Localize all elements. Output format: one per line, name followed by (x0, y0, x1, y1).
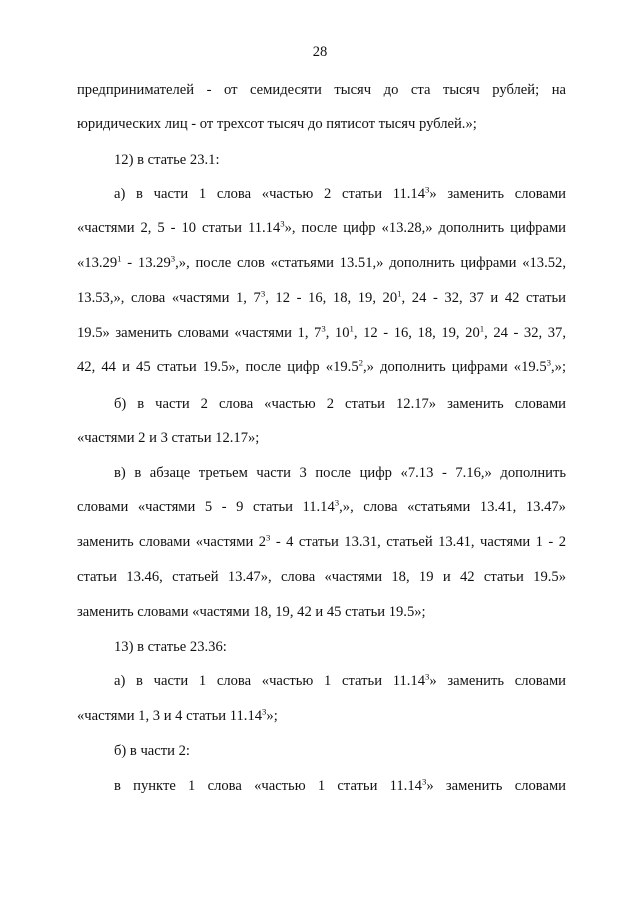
text-segment: , 12 - 16, 18, 19, 20 (265, 290, 398, 306)
text-segment: предпринимателей - от семидесяти тысяч до ста тысяч рублей; на (77, 82, 566, 98)
text-segment: «частями 1, 3 и 4 статьи 11.14 (77, 708, 263, 724)
text-line (77, 359, 566, 376)
text-segment: , 24 - 32, 37 и 42 статьи (401, 290, 566, 306)
superscript: 3 (280, 218, 285, 229)
text-line (77, 290, 566, 307)
text-segment: а) в части 1 слова «частью 1 статьи 11.14 (114, 673, 426, 689)
text-line (114, 673, 566, 690)
text-line (77, 116, 566, 133)
text-segment: » заменить словами (426, 778, 566, 794)
text-segment: - 4 статьи 13.31, статьей 13.41, частями 1 - 2 (270, 534, 566, 550)
superscript: 3 (321, 323, 326, 334)
text-segment: ,», слова «статьями 13.41, 13.47» (339, 499, 566, 515)
text-segment: » заменить словами (429, 673, 566, 689)
text-segment: 13) в статье 23.36: (114, 639, 227, 655)
text-line (77, 499, 566, 516)
section-heading (114, 639, 566, 656)
text-segment: » заменить словами (429, 186, 566, 202)
text-line (77, 708, 566, 725)
superscript: 1 (349, 323, 354, 334)
text-segment: словами «частями 5 - 9 статьи 11.14 (77, 499, 335, 515)
text-segment: заменить словами «частями 2 (77, 534, 267, 550)
text-segment: а) в части 1 слова «частью 2 статьи 11.14 (114, 186, 426, 202)
page-number: 28 (312, 44, 328, 60)
text-line (114, 743, 566, 760)
superscript: 2 (358, 357, 363, 368)
superscript: 3 (334, 497, 340, 508)
text-segment: ,» дополнить цифрами «19.5 (363, 359, 547, 375)
superscript: 3 (546, 357, 551, 368)
text-segment: ,»; (551, 359, 566, 375)
superscript: 3 (421, 776, 427, 787)
superscript: 1 (479, 323, 485, 334)
superscript: 1 (397, 288, 402, 299)
text-line (77, 220, 566, 237)
text-line (77, 569, 566, 586)
text-segment: 13.53,», слова «частями 1, 7 (77, 290, 261, 306)
text-segment: юридических лиц - от трехсот тысяч до пятисот тысяч рублей.»; (77, 116, 477, 132)
superscript: 3 (170, 253, 176, 264)
text-line (114, 778, 566, 795)
text-line (77, 325, 566, 342)
text-segment: 19.5» заменить словами «частями 1, 7 (77, 325, 322, 341)
text-line (114, 396, 566, 413)
text-line (77, 430, 566, 447)
text-line (114, 186, 566, 203)
text-segment: 42, 44 и 45 статьи 19.5», после цифр «19.5 (77, 359, 359, 375)
superscript: 3 (260, 288, 266, 299)
superscript: 3 (266, 532, 271, 543)
superscript: 3 (425, 671, 430, 682)
text-line (77, 255, 566, 272)
superscript: 3 (425, 184, 430, 195)
text-segment: - 13.29 (121, 255, 171, 271)
text-segment: «частями 2, 5 - 10 статьи 11.14 (77, 220, 281, 236)
text-segment: в) в абзаце третьем части 3 после цифр «7.13 - 7.16,» дополнить (114, 465, 566, 481)
text-segment: заменить словами «частями 18, 19, 42 и 45 статьи 19.5»; (77, 604, 426, 620)
text-line (77, 82, 566, 99)
text-line (77, 534, 566, 551)
text-segment: «13.29 (77, 255, 118, 271)
text-segment: б) в части 2 слова «частью 2 статьи 12.17» заменить словами (114, 396, 566, 412)
text-line (114, 465, 566, 482)
superscript: 3 (262, 706, 267, 717)
text-segment: , 24 - 32, 37, (484, 325, 566, 341)
text-segment: б) в части 2: (114, 743, 190, 759)
text-segment: «частями 2 и 3 статьи 12.17»; (77, 430, 260, 446)
text-segment: в пункте 1 слова «частью 1 статьи 11.14 (114, 778, 422, 794)
text-line (77, 604, 566, 621)
text-segment: статьи 13.46, статьей 13.47», слова «частями 18, 19 и 42 статьи 19.5» (77, 569, 566, 585)
text-segment: »; (266, 708, 278, 724)
text-segment: ,», после слов «статьями 13.51,» дополнить цифрами «13.52, (175, 255, 566, 271)
section-heading (114, 152, 566, 169)
text-segment: », после цифр «13.28,» дополнить цифрами (284, 220, 566, 236)
text-segment: , 10 (325, 325, 350, 341)
text-segment: , 12 - 16, 18, 19, 20 (353, 325, 480, 341)
text-segment: 12) в статье 23.1: (114, 152, 220, 168)
superscript: 1 (117, 253, 122, 264)
